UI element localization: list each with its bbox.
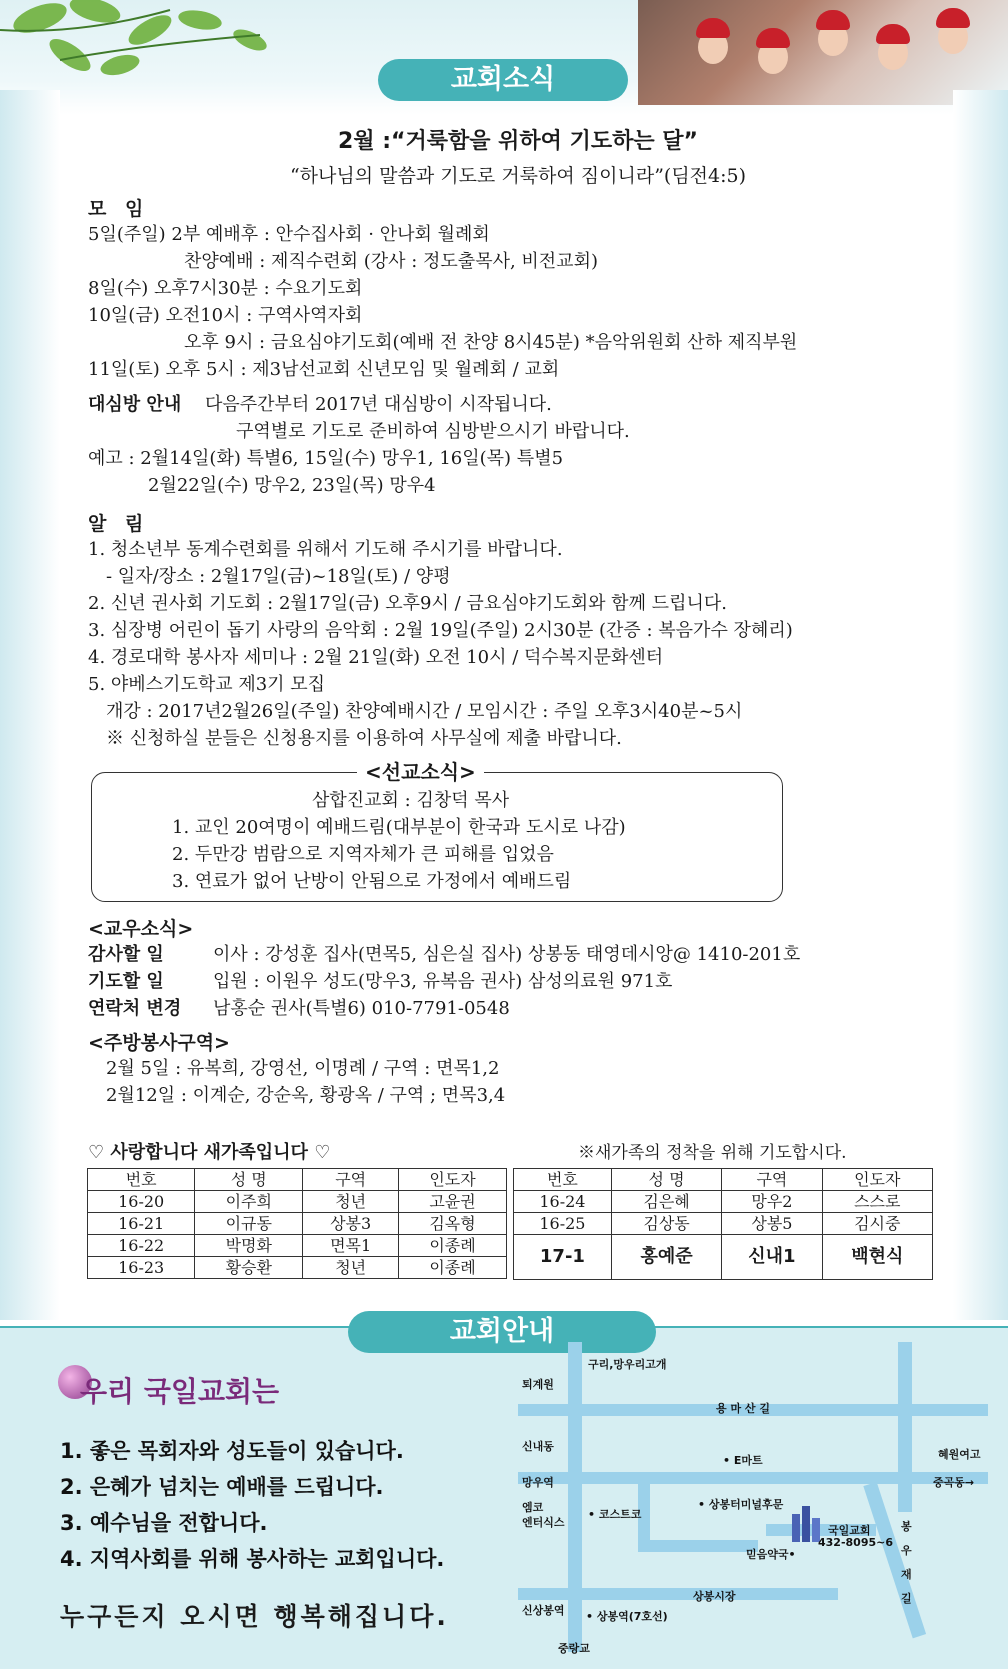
kitchen-heading: <주방봉사구역> [88,1032,230,1054]
map-label: 432-8095~6 [818,1536,894,1549]
col-header: 인도자 [399,1169,507,1191]
kitchen-line: 2월12일 : 이계순, 강순옥, 황광옥 / 구역 ; 면목3,4 [106,1085,506,1106]
table-cell: 김옥형 [399,1213,507,1235]
mission-body [172,787,626,895]
map-label: 망우역 [522,1476,554,1489]
table-cell: 이주희 [195,1191,303,1213]
table-cell: 김시중 [822,1213,932,1235]
mission-item: 1. 교인 20여명이 예배드림(대부분이 한국과 도시로 나감) [172,817,626,838]
map-label: 퇴계원 [522,1378,554,1391]
meeting-line: 8일(수) 오후7시30분 : 수요기도회 [88,278,363,299]
table-cell: 이종례 [399,1235,507,1257]
table-row [514,1191,933,1213]
map-label: 혜원여고 [938,1448,981,1461]
news-content [88,120,948,1109]
table-row [514,1235,933,1280]
table-cell: 16-22 [88,1235,195,1257]
col-header: 구역 [722,1169,822,1191]
guide-item: 4. 지역사회를 위해 봉사하는 교회입니다. [60,1547,445,1571]
guide-heading: 우리 국일교회는 [80,1375,280,1408]
table-cell: 청년 [303,1257,399,1279]
map-road [518,1472,988,1484]
table-cell: 16-21 [88,1213,195,1235]
map-label: 믿음약국• [746,1548,796,1561]
table-cell: 상봉3 [303,1213,399,1235]
table-cell: 황승환 [195,1257,303,1279]
table-cell: 이규동 [195,1213,303,1235]
table-cell: 17-1 [514,1235,612,1280]
mission-box [91,760,783,902]
table-cell: 백현식 [822,1235,932,1280]
announcements-heading: 알 림 [88,513,150,535]
guide-item: 3. 예수님을 전합니다. [60,1511,268,1535]
map-label: • 상봉역(7호선) [586,1610,668,1623]
map-label: 용 마 산 길 [716,1402,770,1415]
map-road [898,1342,912,1512]
section-title-guide: 교회안내 [348,1311,656,1353]
map-label: 상봉시장 [693,1590,736,1603]
table-header [88,1169,507,1191]
meeting-line: 오후 9시 : 금요심야기도회(예배 전 찬양 8시45분) *음악위원회 산하 제직부원 [184,332,798,353]
announcement-item: 5. 야베스기도학교 제3기 모집 [88,674,326,695]
map-label: 구리,망우리고개 [588,1358,667,1371]
meeting-line: 찬양예배 : 제직수련회 (강사 : 정도출목사, 비전교회) [184,251,598,272]
map-label: 엔터식스 [522,1516,565,1529]
guide-item: 1. 좋은 목회자와 성도들이 있습니다. [60,1439,404,1463]
table-header [514,1169,933,1191]
meeting-line: 11일(토) 오후 5시 : 제3남선교회 신년모임 및 월례회 / 교회 [88,359,560,380]
announcement-sub: - 일자/장소 : 2월17일(금)~18일(토) / 양평 [106,566,451,587]
col-header: 성 명 [611,1169,721,1191]
table-cell: 고윤권 [399,1191,507,1213]
announcement-item: 2. 신년 권사회 기도회 : 2월17일(금) 오후9시 / 금요심야기도회와 함께 드립니다. [88,593,727,614]
map-label: 중곡동→ [933,1476,975,1489]
map-road [638,1540,758,1552]
col-header: 구역 [303,1169,399,1191]
new-family-table-right [513,1168,933,1280]
map-label: 재 [901,1568,912,1581]
map-label: 신내동 [522,1440,554,1453]
meeting-line: 5일(주일) 2부 예배후 : 안수집사회 · 안나회 월례회 [88,224,490,245]
right-wave-decoration [953,90,1008,1320]
mission-item: 3. 연료가 없어 난방이 안됨으로 가정에서 예배드림 [172,871,572,892]
table-cell: 16-23 [88,1257,195,1279]
members-heading: <교우소식> [88,918,194,940]
meeting-line: 10일(금) 오전10시 : 구역사역자회 [88,305,363,326]
guide-slogan: 누구든지 오시면 행복해집니다. [60,1602,449,1631]
table-row [88,1191,507,1213]
col-header: 번호 [88,1169,195,1191]
mission-item: 2. 두만강 범람으로 지역자체가 큰 피해를 입었음 [172,844,554,865]
section-title-news: 교회소식 [378,59,628,101]
map-road [518,1588,838,1600]
map-road [568,1342,582,1652]
table-cell: 이종례 [399,1257,507,1279]
announcement-item: 4. 경로대학 봉사자 세미나 : 2월 21일(화) 오전 10시 / 덕수복지문화센터 [88,647,664,668]
map-label: • 코스트코 [588,1508,642,1521]
map-label: 중랑교 [558,1642,590,1655]
map-label: 엠코 [522,1501,544,1514]
map-label: 신상봉역 [522,1604,565,1617]
visitation-line: 구역별로 기도로 준비하여 심방받으시기 바랍니다. [236,421,630,442]
map-label: • 상봉터미널후문 [698,1498,784,1511]
visitation-notice: 예고 : 2월14일(화) 특별6, 15일(수) 망우1, 16일(목) 특별5 [88,448,564,469]
visitation-notice: 2월22일(수) 망우2, 23일(목) 망우4 [148,475,436,496]
mission-heading: <선교소식> [357,756,484,785]
table-row [88,1213,507,1235]
map-road [863,1482,926,1638]
mission-church: 삼합진교회 : 김창덕 목사 [312,790,510,811]
map-label: • E마트 [723,1454,763,1467]
members-row [88,968,948,995]
members-row [88,941,948,968]
table-cell: 16-20 [88,1191,195,1213]
left-wave-decoration [0,90,60,1320]
table-row [514,1213,933,1235]
kitchen-line: 2월 5일 : 유복희, 강영선, 이명례 / 구역 : 면목1,2 [106,1058,500,1079]
announcement-item: 3. 심장병 어린이 돕기 사랑의 음악회 : 2월 19일(주일) 2시30분 (간증 : 복음가수 장혜리) [88,620,793,641]
table-row [88,1235,507,1257]
table-cell: 면목1 [303,1235,399,1257]
members-text: 입원 : 이원우 성도(망우3, 유복음 권사) 삼성의료원 971호 [213,971,673,992]
members-label: 기도할 일 [88,971,164,992]
table-cell: 홍예준 [611,1235,721,1280]
visitation-line: 다음주간부터 2017년 대심방이 시작됩니다. [204,394,552,415]
new-family-heading: ♡ 사랑합니다 새가족입니다 ♡ [88,1142,331,1163]
members-text: 이사 : 강성훈 집사(면목5, 심은실 집사) 상봉동 태영데시앙@ 1410-201호 [213,944,801,965]
table-cell: 신내1 [722,1235,822,1280]
location-map [518,1334,988,1664]
table-cell: 16-25 [514,1213,612,1235]
col-header: 인도자 [822,1169,932,1191]
col-header: 성 명 [195,1169,303,1191]
members-label: 연락처 변경 [88,998,182,1019]
announcement-sub: ※ 신청하실 분들은 신청용지를 이용하여 사무실에 제출 바랍니다. [106,728,622,749]
table-cell: 스스로 [822,1191,932,1213]
members-text: 남홍순 권사(특별6) 010-7791-0548 [213,998,510,1019]
table-cell: 상봉5 [722,1213,822,1235]
announcement-sub: 개강 : 2017년2월26일(주일) 찬양예배시간 / 모임시간 : 주일 오후3시40분~5시 [106,701,743,722]
table-cell: 박명화 [195,1235,303,1257]
members-row [88,995,948,1022]
table-cell: 청년 [303,1191,399,1213]
col-header: 번호 [514,1169,612,1191]
table-cell: 김은혜 [611,1191,721,1213]
map-label: 길 [901,1592,912,1605]
table-cell: 16-24 [514,1191,612,1213]
map-label: 봉 [901,1520,912,1533]
map-label: 국일교회 [828,1524,871,1537]
month-theme: 2월 :“거룩함을 위하여 기도하는 달” [338,129,698,154]
meetings-heading: 모 임 [88,198,150,220]
table-row [88,1257,507,1279]
new-family-table-left [87,1168,507,1279]
guide-item: 2. 은혜가 넘치는 예배를 드립니다. [60,1475,384,1499]
members-label: 감사할 일 [88,944,164,965]
map-label: 우 [901,1544,912,1557]
visitation-row [88,391,948,418]
announcement-item: 1. 청소년부 동계수련회를 위해서 기도해 주시기를 바랍니다. [88,539,563,560]
table-cell: 망우2 [722,1191,822,1213]
table-cell: 김상동 [611,1213,721,1235]
scripture-verse: “하나님의 말씀과 기도로 거룩하여 짐이니라”(딤전4:5) [289,165,747,187]
new-family-note: ※새가족의 정착을 위해 기도합시다. [578,1143,847,1163]
visitation-label: 대심방 안내 [88,394,182,415]
